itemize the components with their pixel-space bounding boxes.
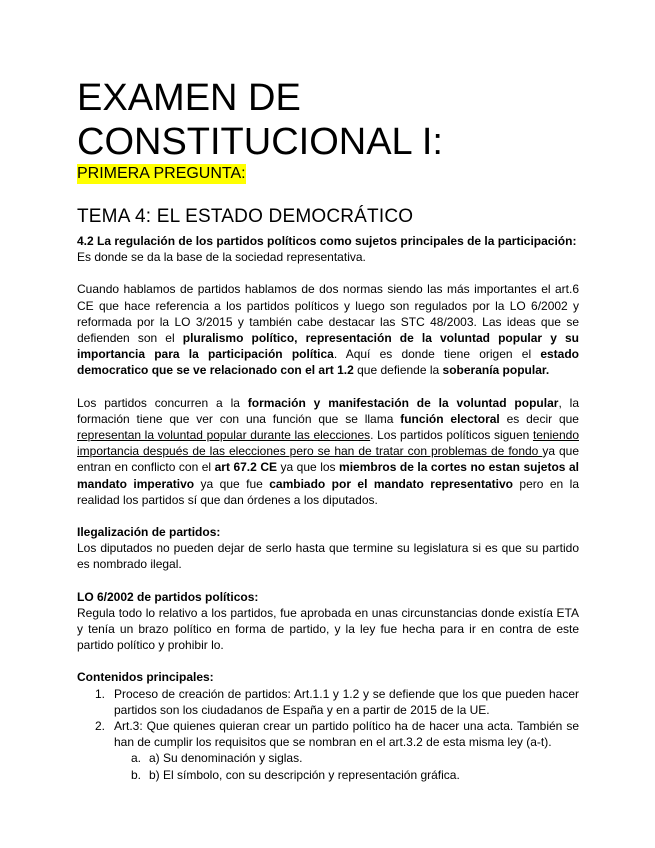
contenidos-sublist (77, 750, 579, 782)
document-body (77, 233, 579, 783)
contenidos-heading: Contenidos principales: (77, 670, 214, 685)
lo2002-text: Regula todo lo relativo a los partidos, fue aprobada en unas circunstancias donde existía ETA y tenía un brazo político en forma de partido, y la ley fue hecha para ir en contra de este partido político y prohibir lo. (77, 605, 579, 653)
lo2002-heading: LO 6/2002 de partidos políticos: (77, 589, 259, 604)
list-item: 2. Art.3: Que quienes quieran crear un partido político ha de hacer una acta. También se han de cumplir los requisitos que se nombran en el art.3.2 de esta misma ley (a-t). (94, 719, 579, 750)
paragraph-partidos-normas: Cuando hablamos de partidos hablamos de dos normas siendo las más importantes el art.6 CE que hace referencia a los partidos políticos y luego son regulados por la LO 6/2002 y reformada por la LO 3/2015 y también cabe destacar las STC 48/2003. Las ideas que se defienden son el pluralismo político, representación de la voluntad popular y su importancia para la participación política. Aquí es donde tiene origen el estado democratico que se ve relacionado con el art 1.2 que defiende la soberanía popular. (77, 282, 579, 378)
topic-heading: TEMA 4: EL ESTADO DEMOCRÁTICO (77, 206, 414, 227)
section-heading-4-2: 4.2 La regulación de los partidos políticos como sujetos principales de la participación: (77, 234, 577, 248)
highlighted-question-label: PRIMERA PREGUNTA: (77, 165, 246, 182)
contenidos-list (77, 686, 579, 751)
exam-title: EXAMEN DE CONSTITUCIONAL I: (77, 77, 443, 163)
ilegalizacion-text: Los diputados no pueden dejar de serlo hasta que termine su legislatura si es que su partido es nombrado ilegal. (77, 541, 579, 572)
sublist-item: a. a) Su denominación y siglas. (130, 751, 303, 766)
sublist-item: b. b) El símbolo, con su descripción y representación gráfica. (130, 767, 460, 782)
paragraph-voluntad-popular: Los partidos concurren a la formación y manifestación de la voluntad popular, la formación tiene que ver con una función que se llama función electoral es decir que representan la voluntad popular durante las elecciones. Los partidos políticos siguen teniendo importancia después de las elecciones pero se han de tratar con problemas de fondo ya que entran en conflicto con el art 67.2 CE ya que los miembros de la cortes no estan sujetos al mandato imperativo ya que fue cambiado por el mandato representativo pero en la realidad los partidos sí que dan órdenes a los diputados. (77, 395, 580, 507)
ilegalizacion-heading: Ilegalización de partidos: (77, 525, 221, 540)
section-4-2-text: Es donde se da la base de la sociedad representativa. (77, 250, 366, 265)
list-item: 1. Proceso de creación de partidos: Art.1.1 y 1.2 y se defiende que los que pueden hacer partidos son los ciudadanos de España y en a partir de 2015 de la UE. (94, 686, 579, 717)
